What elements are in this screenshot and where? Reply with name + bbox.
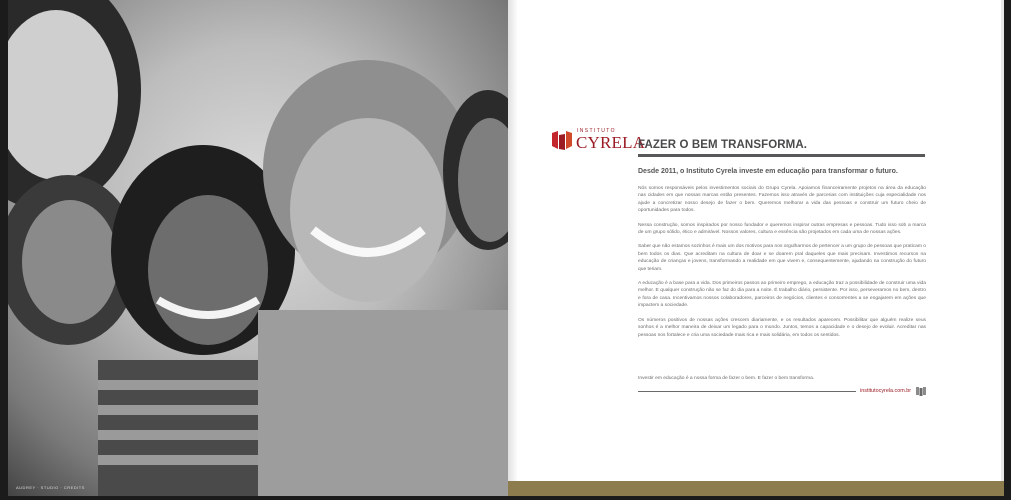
logo-instituto-text: INSTITUTO: [577, 128, 616, 134]
body-text: [638, 185, 926, 346]
text-page: [508, 0, 1004, 496]
headline-underline: [638, 154, 925, 157]
children-photo-illustration: [8, 0, 508, 496]
website-row: [638, 386, 926, 396]
logo-wordmark: [576, 129, 645, 151]
instituto-cyrela-logo: [551, 129, 645, 151]
brochure-spread: [8, 0, 1004, 496]
paragraph-5: Os números positivos de nossas ações crescem diariamente, e os resultados aparecem. Possibilitar que alguém realize seus sonhos é a melhor maneira de deixar um legado para o mundo. Juntos, temos a capacidade e o desejo de evoluir. Acreditar nas pessoas nos fortalece e cria uma sociedade mais rica e mais solidária, em todos os sentidos.: [638, 317, 926, 338]
children-photo: [8, 0, 508, 496]
website-link[interactable]: institutocyrela.com.br: [860, 388, 911, 394]
page-fold-shadow: [508, 0, 518, 496]
paragraph-4: A educação é a base para a vida. Dos primeiros passos ao primeiro emprego, a educação traz a possibilidade de construir uma vida melhor. E qualquer construção não se faz do dia para a noite. É trabalho diário, persistente. Por isso, perseveramos no bem, dentro e fora de casa. Incentivamos nossos colaboradores, parceiros de negócios, clientes e consorrentes a se engajarem em ações que impactem a sociedade.: [638, 281, 926, 309]
closing-line: Investir em educação é a nossa forma de fazer o bem. E fazer o bem transforma.: [638, 376, 815, 381]
photo-credit: AUDREY · STUDIO · CREDITS: [16, 485, 85, 490]
gold-footer-bar: [508, 481, 1004, 496]
paragraph-1: Nós somos responsáveis pelos investimentos sociais do Grupo Cyrela. Apoiamos financeiramente projetos na área da educação nas cidades em que nossas marcas estão presentes. Fazemos isso através de parcerias com instituições cuja especialidade nos ajude a concretizar nosso desejo de fazer o bem. Queremos melhorar a vida das pessoas e construir um futuro cheio de oportunidades para todos.: [638, 186, 926, 214]
website-rule: [638, 391, 856, 392]
page-headline: FAZER O BEM TRANSFORMA.: [638, 139, 808, 151]
lead-sentence: Desde 2011, o Instituto Cyrela investe em educação para transformar o futuro.: [638, 168, 898, 175]
cyrela-logo-icon: [551, 129, 573, 151]
logo-cyrela-text: CYRELA: [576, 133, 646, 152]
paragraph-2: Nessa construção, somos inspirados por nosso fundador e queremos inspirar outras empresas e pessoas. Tudo isso sob a marca de um grupo sólido, ético e admirável. Nossos valores, cultura e essência são projetados em cada uma de nossas ações.: [638, 222, 926, 236]
paragraph-3: Saber que não estamos sozinhos é mais um dos motivos para nos orgulharmos de pertencer a um grupo de pessoas que praticam o bem todos os dias. Que acreditam na cultura de doar e se doarem pral daqueles que mais precisam. Investimos recursos na educação de crianças e jovens, transformando a realidade em que vivem e, consequentemente, ajudando na construção do futuro que teriam.: [638, 244, 926, 272]
cyrela-mini-icon: [916, 386, 926, 396]
page-edge: [1001, 0, 1004, 496]
